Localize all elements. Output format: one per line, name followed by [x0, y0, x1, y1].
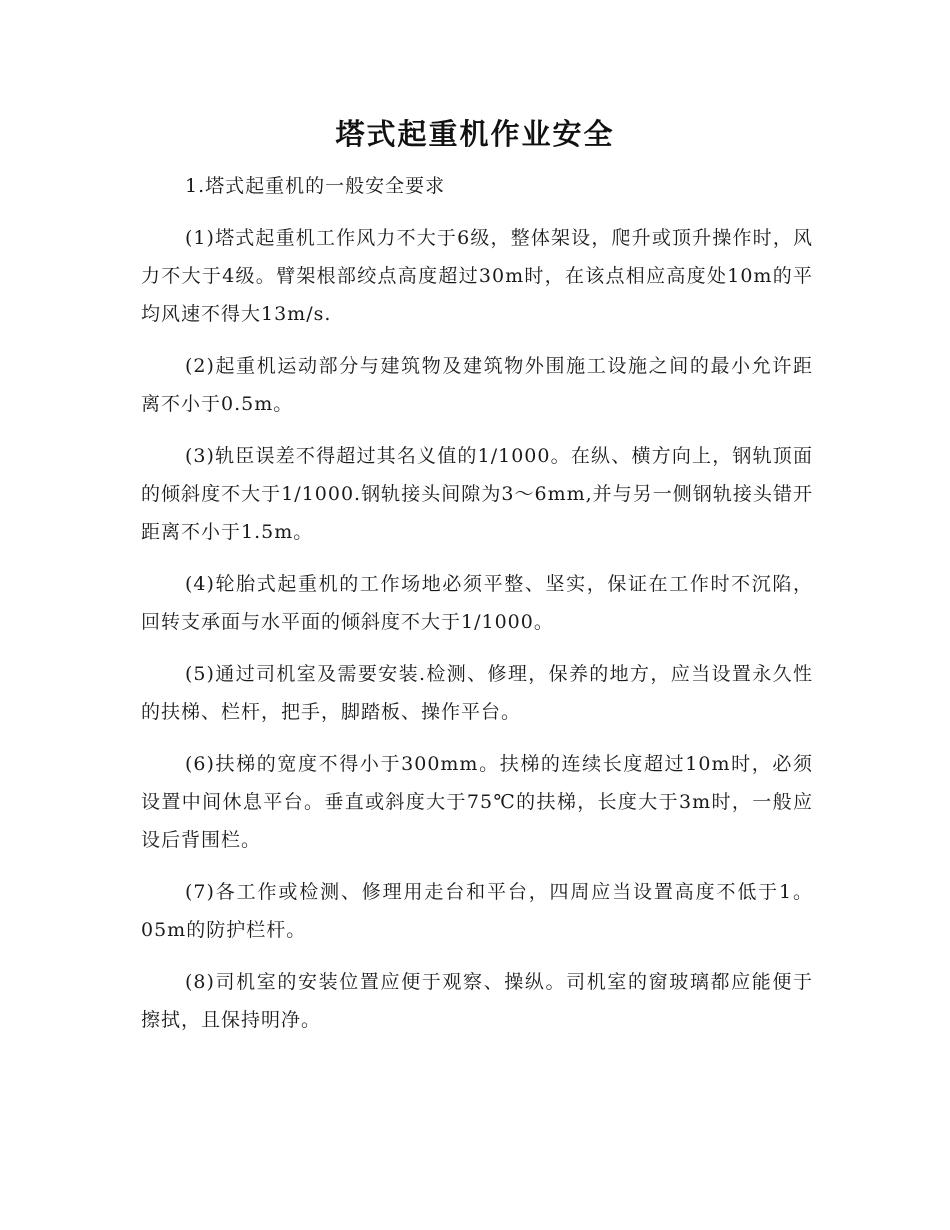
paragraph-7: (7)各工作或检测、修理用走台和平台，四周应当设置高度不低于1。05m的防护栏杆。 — [141, 881, 813, 941]
paragraph-5: (5)通过司机室及需要安装.检测、修理，保养的地方，应当设置永久性的扶梯、栏杆，把手，脚踏板、操作平台。 — [141, 663, 813, 723]
paragraph-8: (8)司机室的安装位置应便于观察、操纵。司机室的窗玻璃都应能便于擦拭，且保持明净。 — [141, 971, 813, 1031]
paragraph-6: (6)扶梯的宽度不得小于300mm。扶梯的连续长度超过10m时，必须设置中间休息平台。垂直或斜度大于75℃的扶梯，长度大于3m时，一般应设后背围栏。 — [141, 753, 813, 851]
paragraph-2: (2)起重机运动部分与建筑物及建筑物外围施工设施之间的最小允许距离不小于0.5m。 — [141, 355, 813, 415]
paragraph-4: (4)轮胎式起重机的工作场地必须平整、坚实，保证在工作时不沉陷，回转支承面与水平面的倾斜度不大于1/1000。 — [141, 573, 813, 633]
paragraph-1: (1)塔式起重机工作风力不大于6级，整体架设，爬升或顶升操作时，风力不大于4级。臂架根部绞点高度超过30m时，在该点相应高度处10m的平均风速不得大13m/s. — [141, 227, 813, 325]
document-body — [141, 167, 813, 1053]
paragraph-3: (3)轨臣误差不得超过其名义值的1/1000。在纵、横方向上，钢轨顶面的倾斜度不大于1/1000.钢轨接头间隙为3～6mm,并与另一侧钢轨接头错开距离不小于1.5m。 — [141, 445, 813, 543]
section-heading: 1.塔式起重机的一般安全要求 — [185, 175, 446, 197]
document-title: 塔式起重机作业安全 — [335, 117, 615, 151]
